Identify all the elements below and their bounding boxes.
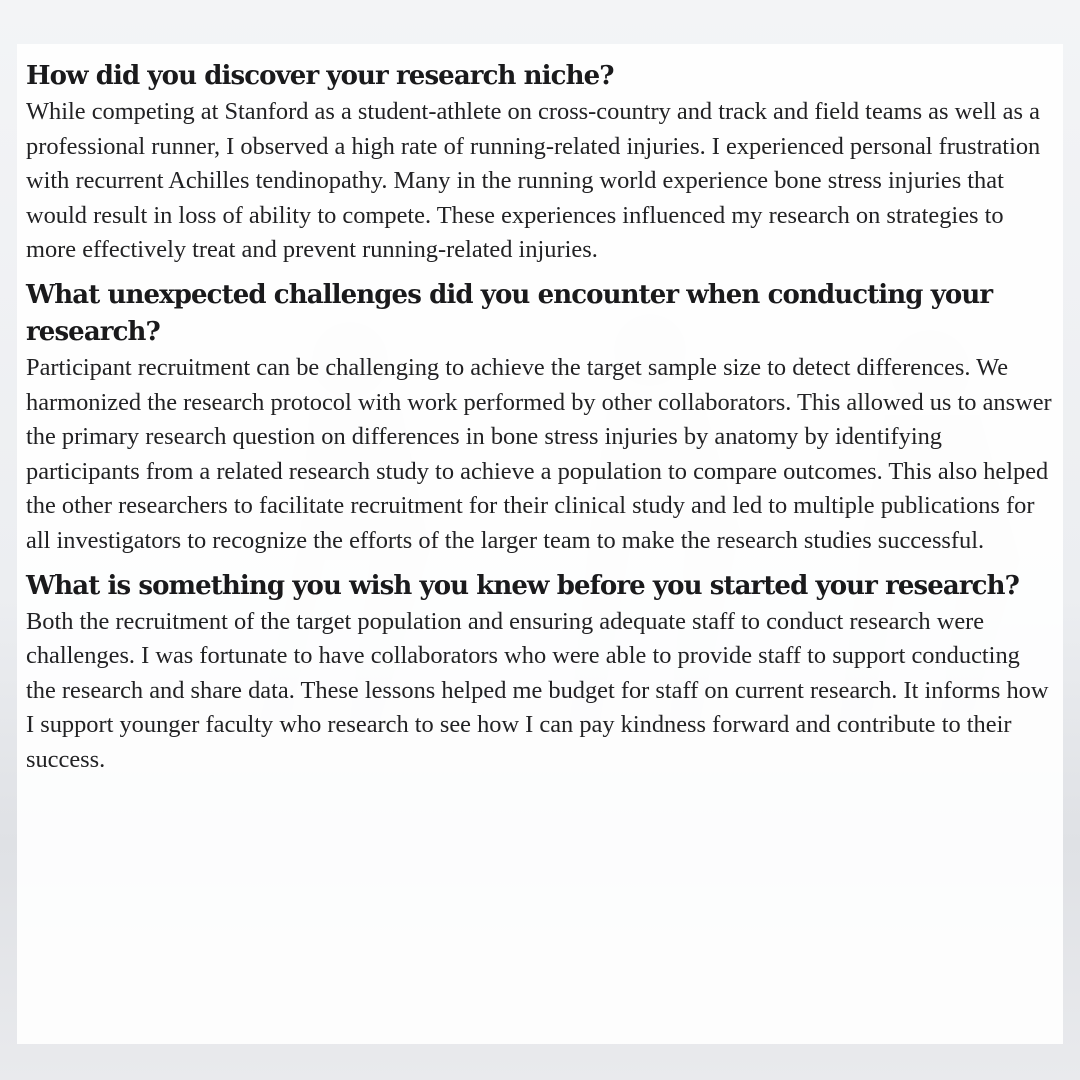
answer-paragraph: Both the recruitment of the target population and ensuring adequate staff to conduct research were challenges. I was fortunate to have collaborators who were able to provide staff to support conducting the research and share data. These lessons helped me budget for staff on current research. It informs how I support younger faculty who research to see how I can pay kindness forward and contribute to their success. — [26, 607, 1049, 773]
question-heading: How did you discover your research niche? — [26, 61, 614, 91]
answer-paragraph: Participant recruitment can be challenging to achieve the target sample size to detect differences. We harmonized the research protocol with work performed by other collaborators. This allowed us to answer the primary research question on differences in bone stress injuries by anatomy by identifying participants from a related research study to achieve a population to compare outcomes. This also helped the other researchers to facilitate recruitment for their clinical study and led to multiple publications for all investigators to recognize the efforts of the larger team to make the research studies successful. — [26, 353, 1052, 554]
interview-text-panel — [17, 44, 1063, 1044]
question-heading: What unexpected challenges did you encounter when conducting your research? — [26, 279, 993, 347]
qa-section-wish-you-knew — [26, 568, 1055, 778]
question-heading: What is something you wish you knew before you started your research? — [26, 570, 1019, 601]
answer-paragraph: While competing at Stanford as a student-athlete on cross-country and track and field teams as well as a professional runner, I observed a high rate of running-related injuries. I experienced personal frustration with recurrent Achilles tendinopathy. Many in the running world experience bone stress injuries that would result in loss of ability to compete. These experiences influenced my research on strategies to more effectively treat and prevent running-related injuries. — [26, 98, 1041, 264]
qa-section-unexpected-challenges — [26, 277, 1055, 559]
qa-section-research-niche — [26, 58, 1055, 268]
